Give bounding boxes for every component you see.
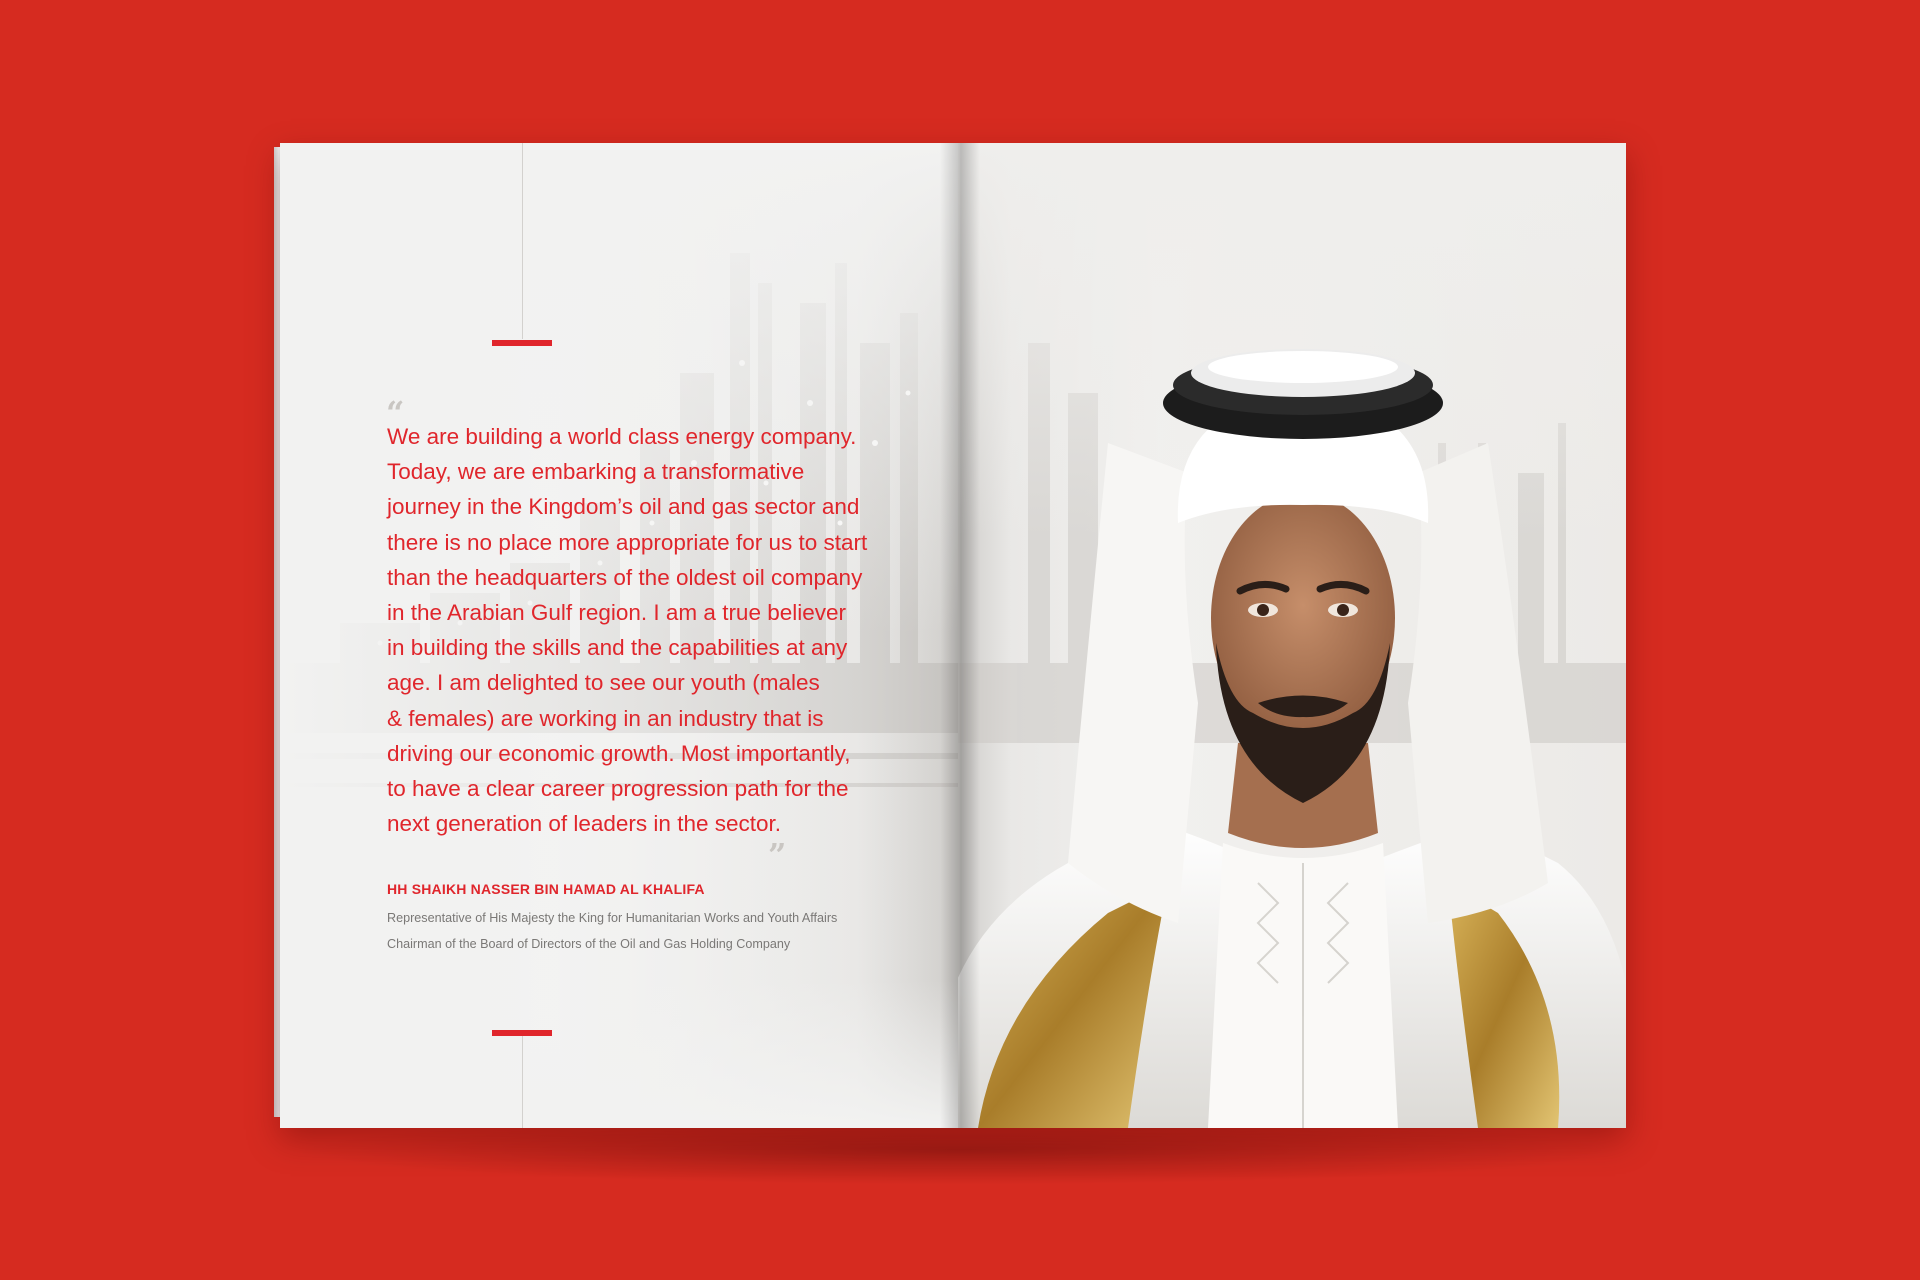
divider-line-bottom — [522, 1036, 523, 1128]
quote-text: We are building a world class energy company. Today, we are embarking a transformative journey in the Kingdom’s oil and gas sector and there is no place more appropriate for us to start than the headquarters of the oldest oil company in the Arabian Gulf region. I am a true believer in building the skills and the capabilities at any age. I am delighted to see our youth (males & females) are working in an industry that is driving our economic growth. Most importantly, to have a clear career progression path for the next generation of leaders in the sector. — [387, 424, 868, 837]
divider-line-top — [522, 143, 523, 339]
close-quote-mark: ” — [768, 836, 787, 874]
attribution-name: HH SHAIKH NASSER BIN HAMAD AL KHALIFA — [387, 881, 705, 897]
attribution-role: Representative of His Majesty the King for Humanitarian Works and Youth Affairs Chairman of the Board of Directors of the Oil and Gas Holding Company — [387, 911, 838, 951]
brochure-spread — [280, 143, 1626, 1128]
red-accent-dash-top — [492, 340, 552, 346]
open-quote-mark: “ — [386, 394, 405, 432]
right-page — [958, 143, 1626, 1128]
portrait-photo — [958, 143, 1626, 1128]
left-page — [280, 143, 958, 1128]
